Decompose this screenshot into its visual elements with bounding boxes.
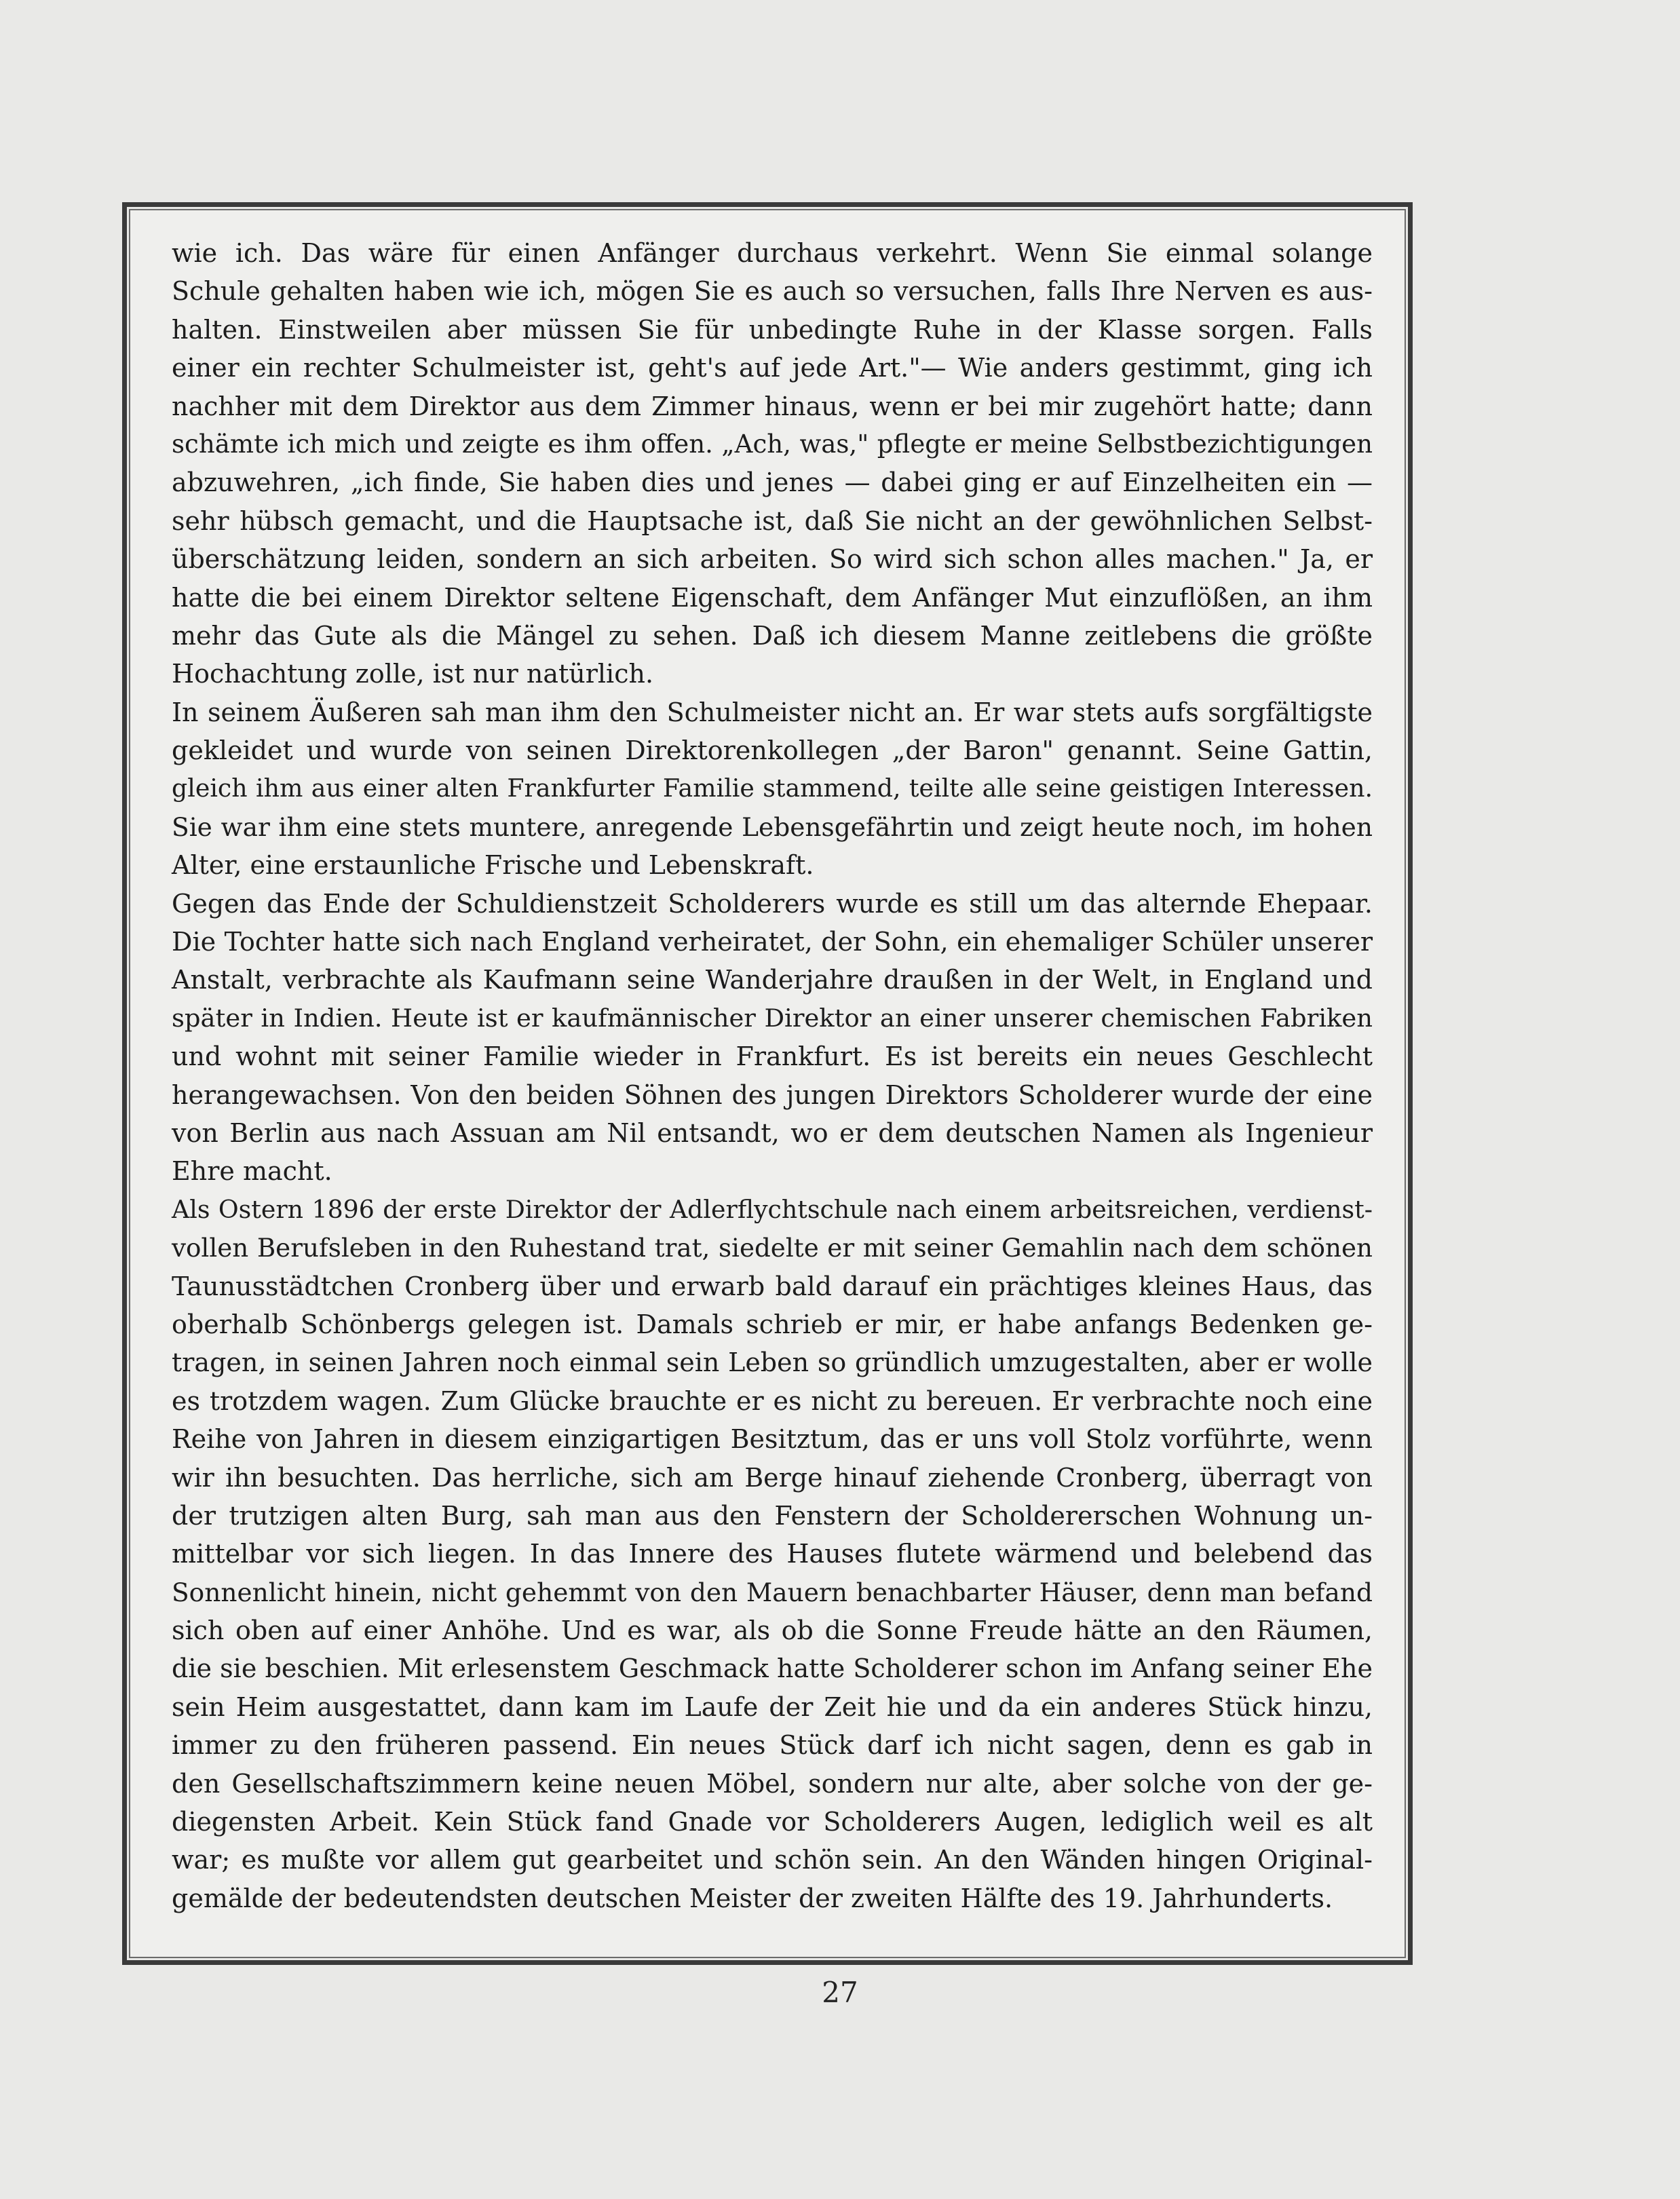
text-line: sein Heim ausgestattet, dann kam im Laufe der Zeit hie und da ein anderes Stück hinzu, [172, 1691, 1373, 1722]
text-line: vollen Berufsleben in den Ruhestand trat, siedelte er mit seiner Gemahlin nach dem schönen [172, 1233, 1373, 1263]
body-text [172, 234, 1373, 1917]
text-line: nachher mit dem Direktor aus dem Zimmer hinaus, wenn er bei mir zugehört hatte; dann [172, 391, 1373, 421]
text-line: tragen, in seinen Jahren noch einmal sein Leben so gründlich umzugestalten, aber er wolle [172, 1347, 1373, 1378]
text-line: die sie beschien. Mit erlesenstem Geschmack hatte Scholderer schon im Anfang seiner Ehe [172, 1653, 1373, 1684]
text-line: hatte die bei einem Direktor seltene Eigenschaft, dem Anfänger Mut einzuflößen, an ihm [172, 582, 1373, 613]
text-line: der trutzigen alten Burg, sah man aus den Fenstern der Scholdererschen Wohnung un- [172, 1500, 1373, 1531]
text-line: sehr hübsch gemacht, und die Hauptsache ist, daß Sie nicht an der gewöhnlichen Selbst- [172, 505, 1373, 536]
text-line: den Gesellschaftszimmern keine neuen Möbel, sondern nur alte, aber solche von der ge- [172, 1768, 1373, 1799]
text-line: Alter, eine erstaunliche Frische und Lebenskraft. [172, 850, 814, 881]
text-line: und wohnt mit seiner Familie wieder in Frankfurt. Es ist bereits ein neues Geschlecht [172, 1041, 1373, 1072]
text-line: diegensten Arbeit. Kein Stück fand Gnade vor Scholderers Augen, lediglich weil es alt [172, 1807, 1373, 1837]
text-line: Als Ostern 1896 der erste Direktor der Adlerflychtschule nach einem arbeitsreichen, verdienst- [172, 1194, 1373, 1224]
text-line: gemälde der bedeutendsten deutschen Meister der zweiten Hälfte des 19. Jahrhunderts. [172, 1883, 1333, 1913]
text-frame [122, 202, 1413, 1965]
text-line: Schule gehalten haben wie ich, mögen Sie es auch so versuchen, falls Ihre Nerven es aus- [172, 276, 1373, 307]
page-number: 27 [822, 1976, 858, 2009]
text-line: einer ein rechter Schulmeister ist, geht's auf jede Art."— Wie anders gestimmt, ging ich [172, 353, 1373, 383]
text-line: immer zu den früheren passend. Ein neues Stück darf ich nicht sagen, denn es gab in [172, 1730, 1373, 1761]
text-line: von Berlin aus nach Assuan am Nil entsandt, wo er dem deutschen Namen als Ingenieur [172, 1117, 1373, 1148]
text-line: später in Indien. Heute ist er kaufmännischer Direktor an einer unserer chemischen Fabriken [172, 1003, 1373, 1033]
text-line: Taunusstädtchen Cronberg über und erwarb bald darauf ein prächtiges kleines Haus, das [172, 1271, 1373, 1301]
text-line: oberhalb Schönbergs gelegen ist. Damals schrieb er mir, er habe anfangs Bedenken ge- [172, 1309, 1373, 1339]
text-line: halten. Einstweilen aber müssen Sie für unbedingte Ruhe in der Klasse sorgen. Falls [172, 314, 1373, 345]
text-line: Die Tochter hatte sich nach England verheiratet, der Sohn, ein ehemaliger Schüler unserer [172, 927, 1373, 957]
text-line: gleich ihm aus einer alten Frankfurter Familie stammend, teilte alle seine geistigen Interessen. [172, 773, 1373, 803]
text-line: überschätzung leiden, sondern an sich arbeiten. So wird sich schon alles machen." Ja, er [172, 544, 1373, 575]
text-line: wir ihn besuchten. Das herrliche, sich am Berge hinauf ziehende Cronberg, überragt von [172, 1462, 1373, 1493]
text-line: sich oben auf einer Anhöhe. Und es war, als ob die Sonne Freude hätte an den Räumen, [172, 1615, 1373, 1646]
text-line: Anstalt, verbrachte als Kaufmann seine Wanderjahre draußen in der Welt, in England und [172, 965, 1373, 995]
text-line: Reihe von Jahren in diesem einzigartigen Besitztum, das er uns voll Stolz vorführte, wenn [172, 1424, 1373, 1455]
text-line: In seinem Äußeren sah man ihm den Schulmeister nicht an. Er war stets aufs sorgfältigste [172, 697, 1373, 727]
text-line: Ehre macht. [172, 1156, 332, 1187]
text-line: Hochachtung zolle, ist nur natürlich. [172, 659, 654, 689]
text-line: war; es mußte vor allem gut gearbeitet und schön sein. An den Wänden hingen Original- [172, 1845, 1373, 1875]
text-line: Sie war ihm eine stets muntere, anregende Lebensgefährtin und zeigt heute noch, im hohen [172, 811, 1373, 842]
text-line: Gegen das Ende der Schuldienstzeit Scholderers wurde es still um das alternde Ehepaar. [172, 888, 1373, 919]
text-line: mittelbar vor sich liegen. In das Innere des Hauses flutete wärmend und belebend das [172, 1539, 1373, 1569]
text-line: herangewachsen. Von den beiden Söhnen des jungen Direktors Scholderer wurde der eine [172, 1079, 1373, 1110]
text-line: abzuwehren, „ich finde, Sie haben dies und jenes — dabei ging er auf Einzelheiten ein — [172, 467, 1373, 498]
text-line: es trotzdem wagen. Zum Glücke brauchte er es nicht zu bereuen. Er verbrachte noch eine [172, 1385, 1373, 1416]
text-line: wie ich. Das wäre für einen Anfänger durchaus verkehrt. Wenn Sie einmal solange [172, 238, 1373, 268]
text-line: schämte ich mich und zeigte es ihm offen. „Ach, was," pflegte er meine Selbstbezichtigungen [172, 429, 1373, 459]
text-line: Sonnenlicht hinein, nicht gehemmt von den Mauern benachbarter Häuser, denn man befand [172, 1577, 1373, 1607]
text-line: gekleidet und wurde von seinen Direktorenkollegen „der Baron" genannt. Seine Gattin, [172, 735, 1373, 766]
text-line: mehr das Gute als die Mängel zu sehen. Daß ich diesem Manne zeitlebens die größte [172, 620, 1373, 651]
